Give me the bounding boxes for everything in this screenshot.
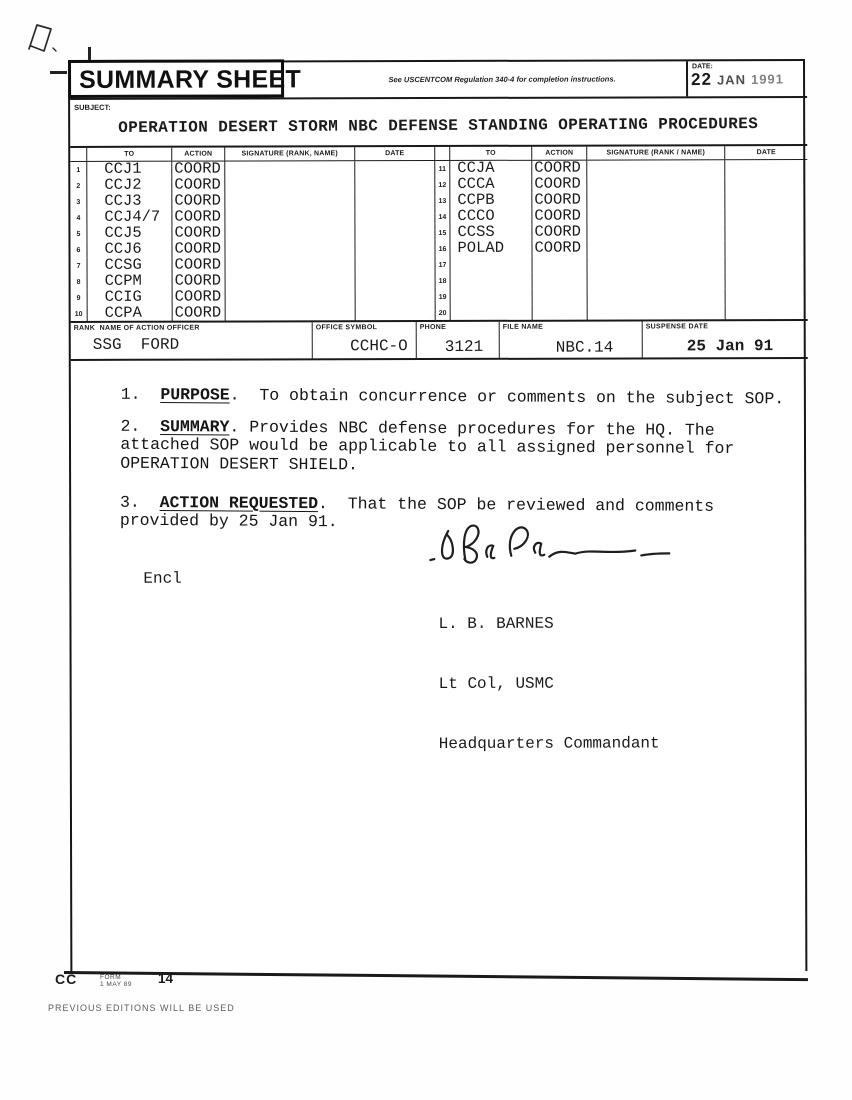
row-number: 9 (71, 290, 88, 306)
paragraph-text: . Provides NBC defense procedures for the HQ. The attached SOP would be applicable to all assigned personnel for OPERATION DESERT SHIELD. (120, 416, 735, 475)
signature-cell (587, 208, 725, 224)
date-cell (726, 272, 808, 288)
form-title-box (68, 59, 302, 98)
date-cell (725, 192, 807, 208)
action-cell: COORD (172, 226, 225, 242)
row-number: 15 (435, 225, 450, 241)
date-stamp-month: JAN (716, 72, 747, 88)
row-number: 10 (71, 306, 88, 322)
row-number: 5 (70, 226, 87, 242)
signature-cell (587, 160, 725, 176)
to-cell: CCCA (450, 177, 532, 193)
row-number: 18 (436, 273, 451, 289)
form-bottom-border (64, 971, 808, 981)
handwritten-signature (423, 513, 673, 576)
to-cell (451, 305, 533, 321)
row-number: 13 (435, 193, 450, 209)
action-cell: COORD (172, 242, 225, 258)
row-number: 14 (435, 209, 450, 225)
signature-cell (587, 224, 725, 240)
action-cell (533, 273, 588, 289)
table-row (436, 256, 808, 273)
signature-cell (225, 225, 355, 241)
coordination-table (70, 144, 807, 321)
scan-artifact-tick (88, 47, 91, 61)
phone-label: PHONE (419, 323, 447, 332)
rank-name-value: SSG FORD (92, 335, 180, 354)
signer-name: L. B. BARNES (438, 614, 554, 633)
to-cell: CCIG (88, 290, 173, 306)
to-header: TO (87, 148, 172, 161)
purpose-heading: PURPOSE (160, 384, 230, 404)
form-title: SUMMARY SHEET (79, 65, 302, 94)
form-edition (100, 974, 132, 988)
date-cell (355, 177, 435, 193)
signature-cell (226, 257, 356, 273)
to-cell: CCCO (450, 209, 532, 225)
suspense-date-cell (643, 321, 808, 357)
action-header: ACTION (172, 148, 225, 161)
paragraph-number: 3. (119, 492, 160, 512)
summary-heading: SUMMARY (160, 416, 230, 436)
to-cell (451, 257, 533, 273)
signature-cell (588, 304, 726, 320)
previous-editions-note: PREVIOUS EDITIONS WILL BE USED (48, 1003, 235, 1013)
row-number: 4 (70, 210, 87, 226)
action-cell: COORD (173, 306, 226, 322)
date-cell (686, 61, 805, 96)
paragraph-number: 1. (120, 384, 161, 404)
row-number: 11 (435, 161, 450, 177)
action-cell: COORD (532, 209, 587, 225)
suspense-date-value: 25 Jan 91 (686, 337, 774, 356)
signature-block (438, 573, 659, 794)
to-cell: CCPM (88, 274, 173, 290)
row-number: 1 (70, 162, 87, 178)
date-cell (356, 305, 436, 321)
form-edition-date: 1 MAY 89 (100, 981, 132, 988)
action-cell (533, 257, 588, 273)
phone-cell (417, 322, 500, 358)
date-cell (355, 241, 435, 257)
date-cell (726, 304, 808, 320)
signer-rank: Lt Col, USMC (438, 674, 554, 693)
signature-cell (588, 288, 726, 304)
signature-cell (587, 176, 725, 192)
row-number: 20 (436, 305, 451, 321)
signature-cell (225, 241, 355, 257)
date-stamp-day: 22 (690, 69, 713, 90)
suspense-date-label: SUSPENSE DATE (645, 323, 709, 331)
action-requested-heading: ACTION REQUESTED (159, 492, 319, 513)
row-number-header (435, 147, 450, 160)
subject-value: OPERATION DESERT STORM NBC DEFENSE STANDING OPERATING PROCEDURES (118, 115, 759, 137)
signature-cell (225, 161, 355, 177)
table-row (436, 288, 808, 305)
row-number: 17 (436, 257, 451, 273)
office-symbol-cell (313, 322, 417, 358)
date-cell (725, 240, 807, 256)
to-cell: CCPB (450, 193, 532, 209)
to-cell (451, 273, 533, 289)
date-cell (355, 225, 435, 241)
to-cell: CCJ5 (87, 226, 172, 242)
action-cell: COORD (172, 162, 225, 178)
row-number: 6 (70, 242, 87, 258)
row-number: 3 (70, 194, 87, 210)
completion-instruction: See USCENTCOM Regulation 340-4 for completion instructions. (388, 74, 616, 85)
to-header: TO (450, 147, 532, 160)
action-cell: COORD (172, 194, 225, 210)
signature-header: SIGNATURE (RANK, NAME) (225, 147, 355, 160)
to-cell (451, 289, 533, 305)
rank-name-label: RANK NAME OF ACTION OFFICER (73, 324, 200, 332)
signature-cell (226, 305, 356, 321)
action-cell: COORD (532, 177, 587, 193)
table-row (435, 240, 807, 257)
row-number: 2 (70, 178, 87, 194)
signature-cell (226, 289, 356, 305)
form-designation: CC (55, 971, 78, 987)
date-cell (725, 160, 807, 176)
signature-cell (588, 256, 726, 272)
signer-title: Headquarters Commandant (438, 734, 660, 753)
date-label: DATE: (692, 63, 713, 71)
date-cell (355, 193, 435, 209)
signature-cell (587, 192, 725, 208)
date-header: DATE (756, 149, 776, 157)
phone-value: 3121 (444, 337, 484, 356)
action-officer-row (71, 319, 808, 361)
date-cell (356, 273, 436, 289)
signature-cell (587, 240, 725, 256)
signature-cell (225, 177, 355, 193)
action-cell: COORD (173, 274, 226, 290)
action-cell: COORD (532, 225, 587, 241)
summary-paragraph (120, 417, 820, 478)
action-cell: COORD (172, 210, 225, 226)
paragraph-number: 2. (120, 416, 161, 436)
signature-cell (225, 193, 355, 209)
date-cell (725, 224, 807, 240)
date-cell (726, 288, 808, 304)
scan-artifact-tick (50, 71, 67, 74)
action-cell: COORD (532, 161, 587, 177)
purpose-paragraph (121, 385, 821, 409)
row-number: 7 (71, 258, 88, 274)
row-number: 16 (435, 241, 450, 257)
action-cell: COORD (172, 178, 225, 194)
date-cell (726, 256, 808, 272)
subject-label: SUBJECT: (74, 102, 111, 112)
to-cell: CCJ3 (87, 194, 172, 210)
office-symbol-label: OFFICE SYMBOL (315, 324, 378, 332)
file-name-label: FILE NAME (502, 323, 544, 331)
date-cell (725, 208, 807, 224)
to-cell: CCJ2 (87, 178, 172, 194)
to-cell: CCSG (88, 258, 173, 274)
row-number: 12 (435, 177, 450, 193)
file-name-cell (500, 321, 643, 357)
to-cell: CCJ4/7 (87, 210, 172, 226)
row-number-header (70, 148, 87, 161)
action-officer-cell (71, 322, 313, 359)
coordination-table-left (70, 147, 435, 321)
handwritten-mark-icon (20, 16, 64, 60)
table-row (436, 272, 808, 289)
form-number: 14 (158, 971, 174, 986)
form-word: FORM (100, 974, 122, 981)
to-cell: CCJA (450, 161, 532, 177)
to-cell: CCPA (88, 306, 173, 322)
date-cell (355, 161, 435, 177)
date-cell (355, 209, 435, 225)
row-number: 8 (71, 274, 88, 290)
signature-cell (225, 209, 355, 225)
action-cell (533, 289, 588, 305)
office-symbol-value: CCHC-O (350, 337, 408, 356)
enclosure-note: Encl (143, 569, 182, 588)
to-cell: CCJ6 (87, 242, 172, 258)
to-cell: CCSS (450, 225, 532, 241)
row-number: 19 (436, 289, 451, 305)
action-header: ACTION (532, 147, 587, 160)
signature-cell (588, 272, 726, 288)
paragraph-text: . To obtain concurrence or comments on the subject SOP. (229, 384, 785, 408)
coordination-table-right (435, 146, 807, 320)
signature-cell (226, 273, 356, 289)
date-cell (356, 289, 436, 305)
signature-header: SIGNATURE (RANK / NAME) (587, 146, 725, 159)
action-cell: COORD (173, 290, 226, 306)
file-name-value: NBC.14 (555, 338, 614, 357)
to-cell: CCJ1 (87, 162, 172, 178)
date-cell (356, 257, 436, 273)
date-header: DATE (355, 147, 435, 160)
date-stamp-year: 1991 (750, 71, 785, 87)
date-stamp (691, 68, 784, 90)
action-cell (533, 305, 588, 321)
action-cell: COORD (532, 241, 587, 257)
date-cell (725, 176, 807, 192)
summary-sheet-form (68, 59, 807, 973)
to-cell: POLAD (450, 241, 532, 257)
paragraph-text: . That the SOP be reviewed and comments provided by 25 Jan 91. (119, 493, 715, 532)
action-cell: COORD (173, 258, 226, 274)
action-cell: COORD (532, 193, 587, 209)
